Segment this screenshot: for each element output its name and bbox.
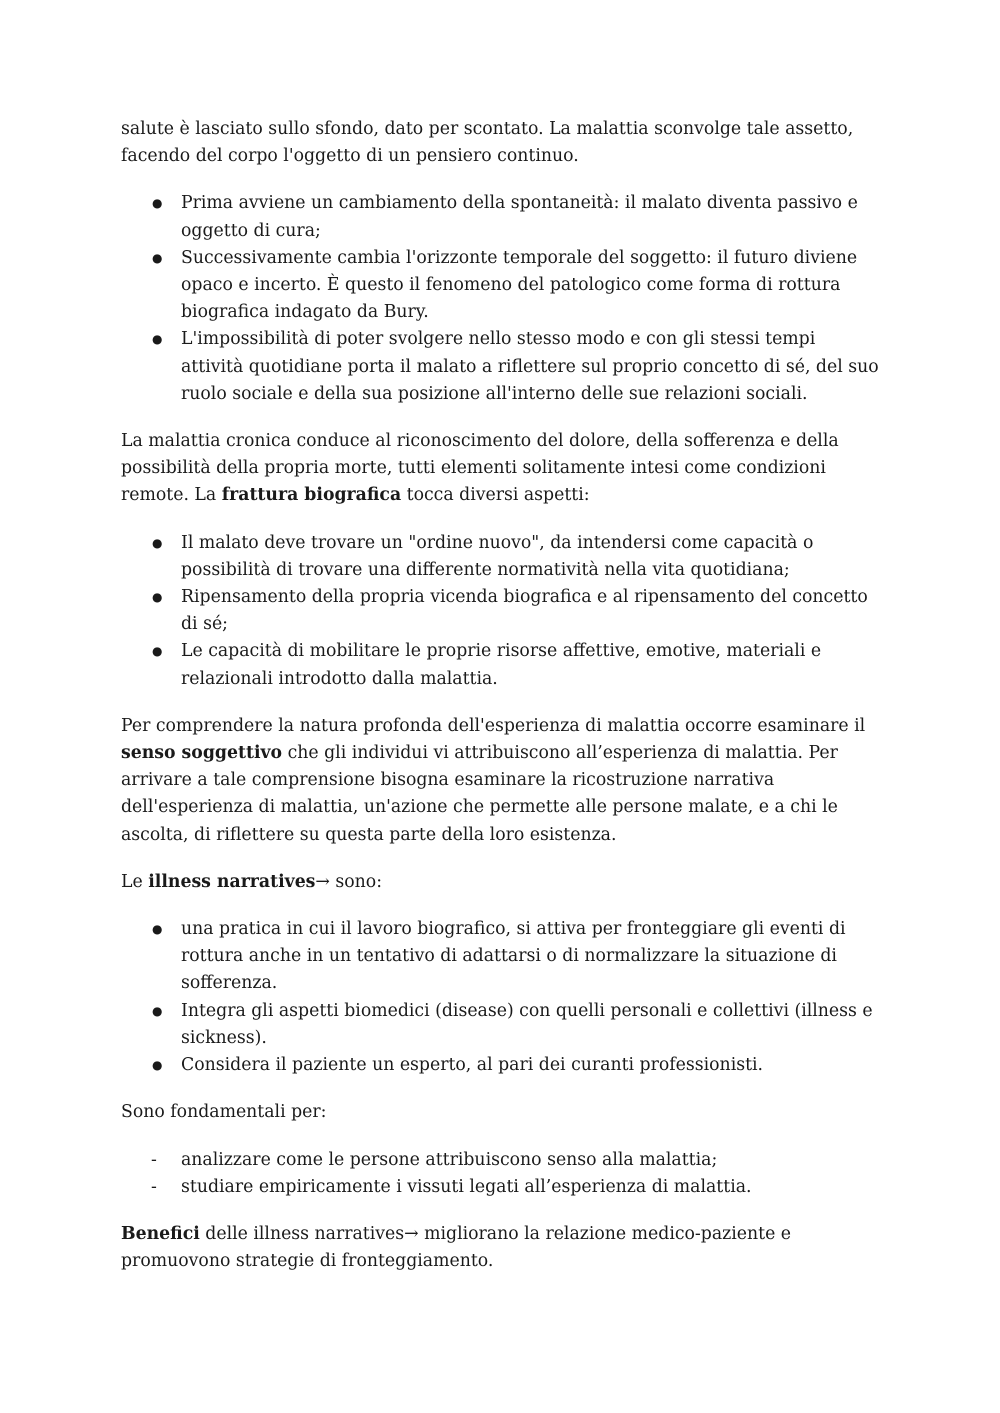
dash-marker: - bbox=[151, 1176, 157, 1197]
bold-term: Benefici bbox=[121, 1223, 200, 1244]
text-run: tocca diversi aspetti: bbox=[401, 485, 590, 506]
bullet-marker: ● bbox=[152, 590, 163, 605]
bullet-marker: ● bbox=[152, 1058, 163, 1073]
list-item-text: studiare empiricamente i vissuti legati all’esperienza di malattia. bbox=[181, 1176, 752, 1197]
list-item bbox=[121, 245, 881, 327]
list-item bbox=[121, 190, 881, 244]
list-item-text: una pratica in cui il lavoro biografico, si attiva per fronteggiare gli eventi di rottura anche in un tentativo di adattarsi o di normalizzare la situazione di sofferenza. bbox=[181, 919, 846, 994]
bold-term: frattura biografica bbox=[221, 485, 402, 506]
list-item bbox=[121, 530, 881, 584]
paragraph-chronic-illness bbox=[121, 428, 881, 510]
list-item bbox=[121, 326, 881, 408]
bullet-marker: ● bbox=[152, 922, 163, 937]
text-run: La malattia cronica conduce al riconoscimento del dolore, della sofferenza e della possibilità della propria morte, tutti elementi solitamente intesi come condizioni remote. La bbox=[121, 431, 839, 506]
list-item-text: analizzare come le persone attribuiscono senso alla malattia; bbox=[181, 1149, 718, 1170]
list-fracture-aspects bbox=[121, 530, 881, 693]
bold-term: senso soggettivo bbox=[121, 743, 283, 764]
list-item bbox=[121, 916, 881, 998]
list-narratives-definition bbox=[121, 916, 881, 1079]
list-item bbox=[121, 1174, 881, 1201]
list-item-text: Le capacità di mobilitare le proprie risorse affettive, emotive, materiali e relazionali introdotto dalla malattia. bbox=[181, 641, 822, 689]
list-item bbox=[121, 1052, 881, 1079]
text-run: delle illness narratives→ migliorano la relazione medico-paziente e promuovono strategie di fronteggiamento. bbox=[121, 1223, 792, 1272]
paragraph-illness-narratives bbox=[121, 869, 881, 896]
list-item-text: Ripensamento della propria vicenda biografica e al ripensamento del concetto di sé; bbox=[181, 587, 868, 635]
bullet-marker: ● bbox=[152, 250, 163, 265]
list-item bbox=[121, 1147, 881, 1174]
bullet-marker: ● bbox=[152, 535, 163, 550]
list-item-text: Successivamente cambia l'orizzonte temporale del soggetto: il futuro diviene opaco e incerto. È questo il fenomeno del patologico come forma di rottura biografica indagato da Bury. bbox=[181, 247, 858, 323]
text-run: Per comprendere la natura profonda dell'esperienza di malattia occorre esaminare il bbox=[121, 715, 866, 736]
dash-marker: - bbox=[151, 1149, 157, 1170]
bullet-marker: ● bbox=[152, 332, 163, 347]
paragraph-fundamental: Sono fondamentali per: bbox=[121, 1102, 327, 1123]
paragraph-benefits bbox=[121, 1221, 881, 1275]
text-run: che gli individui vi attribuiscono all’esperienza di malattia. Per arrivare a tale comprensione bisogna esaminare la ricostruzione narrativa dell'esperienza di malattia, un'azione che permette alle persone malate, e a chi le ascolta, di riflettere su questa parte della loro esistenza. bbox=[121, 743, 838, 845]
paragraph-subjective-sense bbox=[121, 713, 881, 849]
bold-term: illness narratives bbox=[148, 871, 316, 892]
text-run: Le bbox=[121, 871, 149, 892]
list-item bbox=[121, 584, 881, 638]
list-item-text: L'impossibilità di poter svolgere nello stesso modo e con gli stessi tempi attività quotidiane porta il malato a riflettere sul proprio concetto di sé, del suo ruolo sociale e della sua posizione all'interno delle sue relazioni sociali. bbox=[181, 329, 879, 404]
list-item bbox=[121, 638, 881, 692]
list-item-text: Il malato deve trovare un "ordine nuovo", da intendersi come capacità o possibilità di trovare una differente normatività nella vita quotidiana; bbox=[181, 532, 814, 580]
list-item-text: Prima avviene un cambiamento della spontaneità: il malato diventa passivo e oggetto di cura; bbox=[181, 193, 858, 241]
list-changes bbox=[121, 190, 881, 408]
bullet-marker: ● bbox=[152, 1003, 163, 1018]
list-item-text: Considera il paziente un esperto, al pari dei curanti professionisti. bbox=[181, 1055, 764, 1076]
bullet-marker: ● bbox=[152, 196, 163, 211]
paragraph-intro: salute è lasciato sullo sfondo, dato per scontato. La malattia sconvolge tale assetto, facendo del corpo l'oggetto di un pensiero continuo. bbox=[121, 119, 854, 167]
document-page bbox=[121, 116, 881, 1275]
list-item bbox=[121, 998, 881, 1052]
list-item-text: Integra gli aspetti biomedici (disease) con quelli personali e collettivi (illness e sickness). bbox=[181, 1000, 873, 1048]
text-run: → sono: bbox=[315, 871, 383, 892]
list-fundamental-purposes bbox=[121, 1147, 881, 1201]
bullet-marker: ● bbox=[152, 644, 163, 659]
